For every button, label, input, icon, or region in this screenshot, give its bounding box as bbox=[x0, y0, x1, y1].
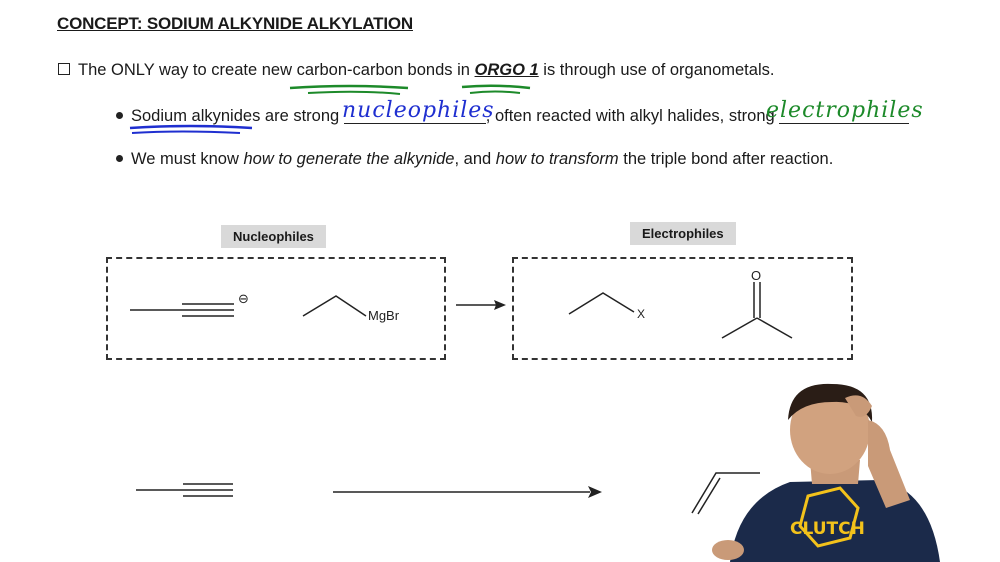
line3-text-mid: , and bbox=[454, 150, 496, 168]
alkyl-halide-structure bbox=[569, 293, 634, 314]
ketone-structure bbox=[722, 282, 792, 338]
line3-text: We must know bbox=[131, 150, 244, 168]
electrophiles-label: Electrophiles bbox=[630, 222, 736, 245]
handwritten-electrophiles: electrophiles bbox=[766, 98, 924, 123]
sodium-alkynides-text: Sodium alkynides bbox=[131, 107, 261, 125]
line1-text: The ONLY way to create new carbon-carbon bonds in bbox=[78, 61, 475, 79]
shirt-logo: CLUTCH bbox=[790, 519, 865, 539]
carbanion-charge: ⊖ bbox=[238, 292, 249, 307]
line1-text-end: is through use of organometals. bbox=[538, 61, 775, 79]
lower-reaction-arrow bbox=[333, 486, 602, 498]
line3-text-end: the triple bond after reaction. bbox=[618, 150, 834, 168]
orgo1-emphasis: ORGO 1 bbox=[474, 61, 539, 79]
line2-text: are strong bbox=[260, 107, 344, 125]
line3-italic-transform: how to transform bbox=[495, 150, 619, 168]
halide-x-label: X bbox=[637, 307, 646, 321]
alkynide-structure bbox=[130, 304, 234, 316]
lower-alkyne-structure bbox=[136, 484, 233, 496]
mgbr-label: MgBr bbox=[368, 308, 400, 323]
grignard-structure bbox=[303, 296, 366, 316]
page-title: CONCEPT: SODIUM ALKYNIDE ALKYLATION bbox=[57, 14, 413, 33]
nucleophiles-label: Nucleophiles bbox=[221, 225, 326, 248]
handwritten-nucleophiles: nucleophiles bbox=[342, 98, 495, 123]
oxygen-label: O bbox=[751, 268, 762, 283]
reaction-arrow bbox=[456, 300, 506, 310]
line2-text-mid: , often reacted with alkyl halides, strong bbox=[485, 107, 780, 125]
presenter-video bbox=[690, 380, 1000, 562]
line3-italic-generate: how to generate the alkynide bbox=[243, 150, 455, 168]
